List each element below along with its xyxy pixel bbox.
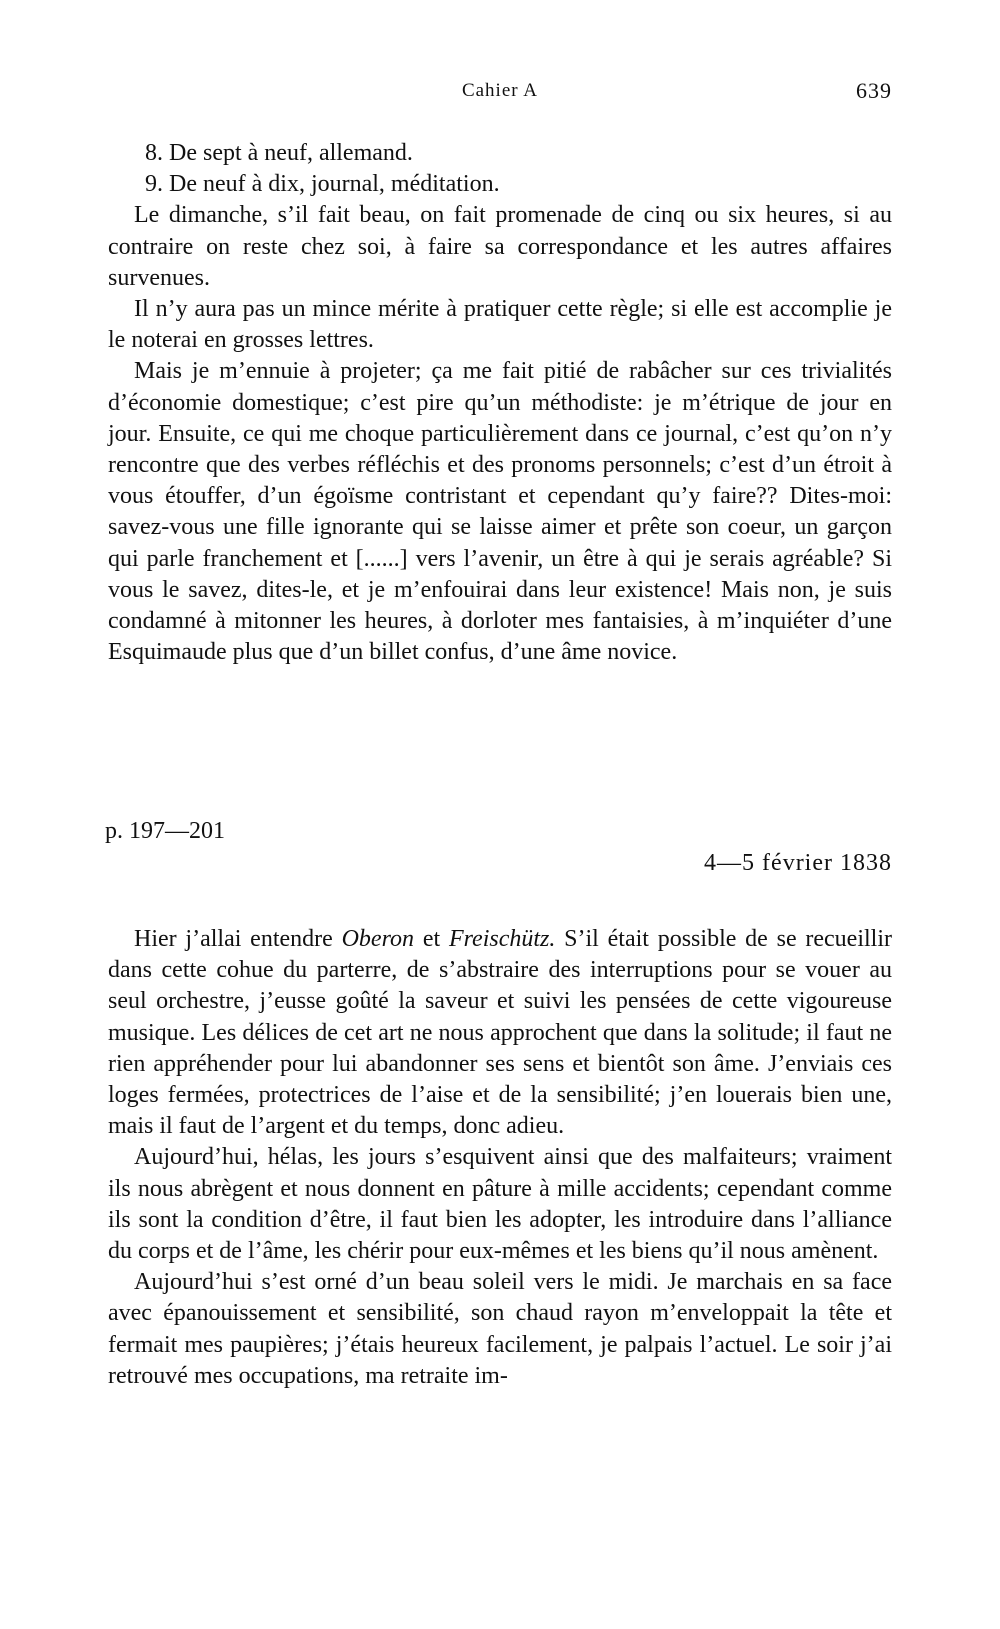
paragraph-regle: Il n’y aura pas un mince mérite à pratiquer cette règle; si elle est accomplie je le noterai en grosses lettres. [108,296,892,354]
running-title: Cahier A [461,80,539,101]
paragraph-hier-rest: S’il était possible de se recueillir dans cette cohue du parterre, de s’abstraire des interruptions pour se vouer au seul orchestre, j’eusse goûté la saveur et suivi les pensées de cette vigoureuse musique. Les délices de cet art ne nous approchent que dans la solitude; il faut ne rien appréhender pour lui abandonner ses sens et bientôt son âme. J’enviais ces loges fermées, protectrices de l’aise et de la sensibilité; j’en louerais bien une, mais il faut de l’argent et du temps, donc adieu. [108,926,892,1140]
paragraph-ennui: Mais je m’ennuie à projeter; ça me fait pitié de rabâcher sur ces trivialités d’économie domestique; c’est pire qu’un méthodiste: je m’étrique de jour en jour. Ensuite, ce qui me choque particulièrement dans ce journal, c’est qu’on n’y rencontre que des verbes réfléchis et des pronoms personnels; c’est d’un étroit à vous étouffer, d’un égoïsme contristant et cependant qu’y faire?? Dites-moi: savez-vous une fille ignorante qui se laisse aimer et prête son coeur, un garçon qui parle franchement et [......] vers l’avenir, un être à qui je serais agréable? Si vous le savez, dites-le, et je m’enfouirai dans leur existence! Mais non, je suis condamné à mitonner les heures, à dorloter mes fantaisies, à m’inquiéter d’une Esquimaude plus que d’un billet confus, d’une âme novice. [108,358,892,666]
entry-date: 4—5 février 1838 [704,850,892,876]
schedule-item-8: 8. De sept à neuf, allemand. [145,140,413,166]
paragraph-jours: Aujourd’hui, hélas, les jours s’esquivent ainsi que des malfaiteurs; vraiment ils nous abrègent et nous donnent en pâture à mille accidents; cependant comme ils sont la condition d’être, il faut bien les adopter, les introduire dans l’alliance du corps et de l’âme, les chérir pour eux-mêmes et les biens qu’il nous amènent. [108,1144,892,1265]
journal-entry-block [108,924,892,1392]
page-number: 639 [856,78,892,103]
paragraph-hier-conjunction: et [414,926,449,952]
paragraph-dimanche: Le dimanche, s’il fait beau, on fait promenade de cinq ou six heures, si au contraire on reste chez soi, à faire sa correspondance et les autres affaires survenues. [108,202,892,291]
work-title-oberon: Oberon [341,926,415,952]
paragraph-hier-start: Hier j’allai entendre [134,926,342,952]
section-reference: p. 197—201 [105,818,225,844]
schedule-text-block [108,138,892,668]
paragraph-hier [108,924,892,1142]
running-head [108,78,892,108]
schedule-item-9: 9. De neuf à dix, journal, méditation. [145,171,500,198]
work-title-freischutz: Freischütz. [448,926,556,952]
paragraph-soleil: Aujourd’hui s’est orné d’un beau soleil vers le midi. Je marchais en sa face avec épanouissement et sensibilité, son chaud rayon m’enveloppait la tête et fermait mes paupières; j’étais heureux facilement, je palpais l’actuel. Le soir j’ai retrouvé mes occupations, ma retraite im- [108,1269,892,1389]
